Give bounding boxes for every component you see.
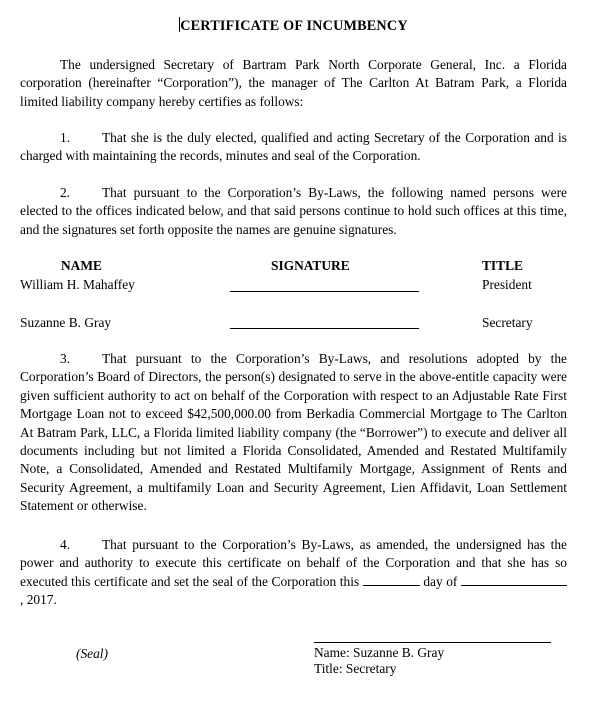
day-blank bbox=[363, 573, 420, 586]
intro-paragraph bbox=[20, 56, 567, 111]
item-4-day-of: day of bbox=[423, 573, 458, 589]
table-header-signature: SIGNATURE bbox=[271, 258, 350, 273]
item-4-paragraph bbox=[20, 536, 567, 610]
item-3-number: 3. bbox=[60, 351, 71, 366]
month-blank bbox=[461, 573, 567, 586]
item-4-number: 4. bbox=[60, 537, 71, 552]
row-1-signature-line bbox=[230, 291, 419, 292]
item-2-number: 2. bbox=[60, 185, 71, 200]
item-3-text: That pursuant to the Corporation’s By-Laws, and resolutions adopted by the Corporation’s Board of Directors, the person(s) designated to serve in the above-entitle capacity were given sufficient authority to act on behalf of the Corporation with respect to an Adjustable Rate First Mortgage Loan not to exceed $42,500,000.00 from Berkadia Commercial Mortgage to The Carlton At Batram Park, LLC, a Florida limited liability company (the “Borrower”) to execute and deliver all documents including but not limited a Florida Consolidated, Amended and Restated Multifamily Note, a Consolidated, Amended and Restated Multifamily Mortgage, Assignment of Rents and Security Agreement, a multifamily Loan and Security Agreement, Lien Affidavit, Loan Settlement Statement or otherwise. bbox=[20, 351, 567, 514]
item-1-text: That she is the duly elected, qualified and acting Secretary of the Corporation and is charged with maintaining the records, minutes and seal of the Corporation. bbox=[20, 130, 567, 164]
row-1-title: President bbox=[482, 277, 532, 292]
signer-title: Title: Secretary bbox=[314, 661, 397, 676]
table-header-name: NAME bbox=[61, 258, 102, 273]
row-2-name: Suzanne B. Gray bbox=[20, 315, 112, 330]
item-1-paragraph bbox=[20, 129, 567, 166]
seal-label: (Seal) bbox=[76, 646, 108, 661]
signer-signature-line bbox=[314, 642, 551, 643]
item-1-number: 1. bbox=[60, 130, 71, 145]
document-title-text: CERTIFICATE OF INCUMBENCY bbox=[180, 18, 408, 34]
row-2-title: Secretary bbox=[482, 315, 533, 330]
row-2-signature-line bbox=[230, 328, 419, 329]
item-3-paragraph bbox=[20, 350, 567, 516]
row-1-name: William H. Mahaffey bbox=[20, 277, 135, 292]
signer-name: Name: Suzanne B. Gray bbox=[314, 645, 445, 660]
item-2-text: That pursuant to the Corporation’s By-Laws, the following named persons were elected to the offices indicated below, and that said persons continue to hold such offices at this time, and the signatures set forth opposite the names are genuine signatures. bbox=[20, 185, 567, 237]
item-4-text: That pursuant to the Corporation’s By-Laws, as amended, the undersigned has the power and authority to execute this certificate on behalf of the Corporation and that she has so executed this certificate and set the seal of the Corporation this bbox=[20, 537, 567, 589]
table-header-title: TITLE bbox=[482, 258, 523, 273]
item-2-paragraph bbox=[20, 184, 567, 239]
document-title bbox=[20, 17, 567, 35]
item-4-year: , 2017. bbox=[20, 592, 57, 608]
intro-text: The undersigned Secretary of Bartram Park North Corporate General, Inc. a Florida corporation (hereinafter “Corporation”), the manager of The Carlton At Batram Park, a Florida limited liability company hereby certifies as follows: bbox=[20, 57, 567, 109]
